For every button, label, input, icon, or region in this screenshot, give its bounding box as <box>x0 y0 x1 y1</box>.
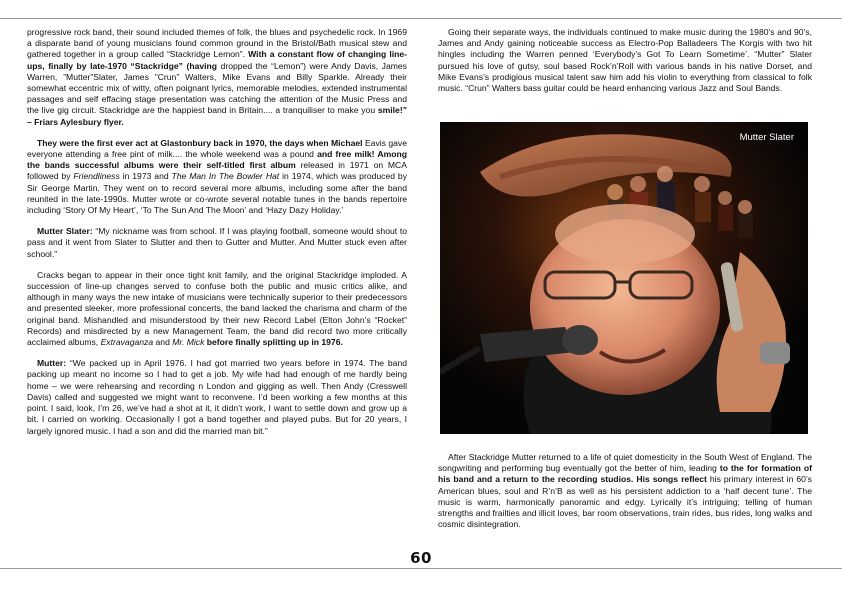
text-run: released in 1971 on MCA followed by <box>27 160 407 182</box>
right-column-top <box>438 27 812 104</box>
bold-run: and free milk! Among the bands successful albums were their self-titled first album <box>27 149 407 171</box>
quote-text: “We packed up in April 1976. I had got married two years before in 1974. The band packing up meant no income so I had to get a job. My wife had had enough of me hardly being home – we were rehearsing and recording n London and gigging as well. Then Andy (Cresswell Davis) called and suggested we might want to reconvene. I’d been working a few months at this point. I said, look, I’m 26, we’ve had a shot at it, it didn’t work, I want to settle down and grow up a bit. I carried on working. Occasionally I got a band together and played pubs. But for 20 years, I largely ignored music. I had a son and did the married man bit.” <box>27 358 407 436</box>
bold-run: to the for formation of his band and a return to the recording studios. His songs reflect <box>438 463 812 485</box>
bold-run: With a constant flow of changing line-ups, finally by late-1970 “Stackridge” (having <box>27 49 408 71</box>
album-title: The Man In The Bowler Hat <box>171 171 280 182</box>
album-title: Mr. Mick <box>172 337 205 348</box>
text-run: Eavis gave everyone attending a free pint of milk.... the whole weekend was a pound <box>27 137 407 160</box>
photo-illustration <box>440 122 808 434</box>
paragraph-return <box>438 452 812 530</box>
quote-text: “My nickname was from school. If I was playing football, someone would shout to pass and it went from Slater to Slutter and then to Gutter and Mutter. And Mutter stuck even after school.” <box>27 226 408 259</box>
top-rule <box>0 18 842 19</box>
text-run: in 1974, which was produced by Sir George Martin. They went on to record several more albums, including some after the band reunited in the late-1990s. Mutter wrote or co-wrote several notable tunes in the bands repertoire including ‘Story Of My Heart’, ‘To The Sun And The Moon’ and ‘Hazy Dazy Holiday.’ <box>27 171 407 216</box>
page-number: 60 <box>410 549 432 567</box>
right-column-bottom <box>438 452 812 540</box>
left-column <box>27 27 407 447</box>
photo-caption: Mutter Slater <box>739 132 794 143</box>
text-run: Cracks began to appear in their once tight knit family, and the original Stackridge imploded. A succession of line-up changes served to confuse both the public and music critics alike, and although in many ways the new intake of musicians were technically superior to their predecessors and presented sleeker, more professional concerts, the band lacked the charisma and charm of the original band. Mishandled and misunderstood by their new Record Label (Elton John’s “Rocket” Records) and misdirected by a new Management Team, the band did record two more critically acclaimed albums, <box>27 269 407 348</box>
bold-run: They were the first ever act at Glastonbury back in 1970, the days when Michael <box>37 137 363 148</box>
text-run: and <box>153 337 173 348</box>
paragraph-glastonbury <box>27 138 407 216</box>
concert-photo <box>440 122 808 434</box>
bottom-rule <box>0 568 842 569</box>
bold-run: smile!” – Friars Aylesbury flyer. <box>27 105 407 127</box>
paragraph-nickname-quote <box>27 226 407 260</box>
speaker-lead: Mutter Slater: <box>37 226 93 237</box>
text-run: in 1973 and <box>119 171 172 182</box>
paragraph-cracks <box>27 270 407 348</box>
speaker-lead: Mutter: <box>37 358 67 369</box>
album-title: Extravaganza <box>100 337 154 348</box>
text-run: his primary interest in 60’s American blues, soul and R’n’B as well as his persistent addiction to a ‘half decent tune’. The music is warm, harmonically panoramic and edgy. Lyrically it’s intriguing; telling of human strengths and frailties and illicit loves, bar room observations, train rides, bus rides, long walks and cosmic disintegration. <box>438 474 812 530</box>
text-run: progressive rock band, their sound included themes of folk, the blues and psychedelic rock. In 1969 a disparate band of young musicians found common ground in the Bristol/Bath musical stew and gathered together in a group called “Stackridge Lemon”. <box>27 27 407 60</box>
paragraph-history <box>27 27 407 128</box>
paragraph-separate-ways: Going their separate ways, the individuals continued to make music during the 1980’s and 90’s, James and Andy gaining noticeable success as Electro-Pop Balladeers The Korgis with two hit hingles including the Warren penned ‘Everybody’s Got To Learn Sometime’. “Mutter” Slater pursued his love of gutsy, soul based Rock’n’Roll with various bands in his native Dorset, and Mike Evans’s prodigious musical talent saw him add his violin to everything from classical to folk music. “Crun” Walters bass guitar could be heard enhancing various Jazz and Soul Bands. <box>438 27 812 94</box>
text-run: dropped the “Lemon”) were Andy Davis, James Warren, ”Mutter”Slater, James ”Crun” Walters, Mike Evans and Billy Sparkle. Already their somewhat eccentric mix of witty, often poignant lyrics, memorable melodies, extended instrumental passages and self effacing stage presentation was catching the attention of the Music Press and the live gig circuit. Stackridge are the happiest band in Britain.... a tranquiliser to make you <box>27 60 407 116</box>
text-run: After Stackridge Mutter returned to a life of quiet domesticity in the South West of England. The songwriting and performing bug eventually got the better of him, leading <box>438 452 812 474</box>
bold-run: before finally splitting up in 1976. <box>204 337 343 348</box>
paragraph-packed-up-quote <box>27 358 407 436</box>
album-title: Friendliness <box>73 171 120 182</box>
